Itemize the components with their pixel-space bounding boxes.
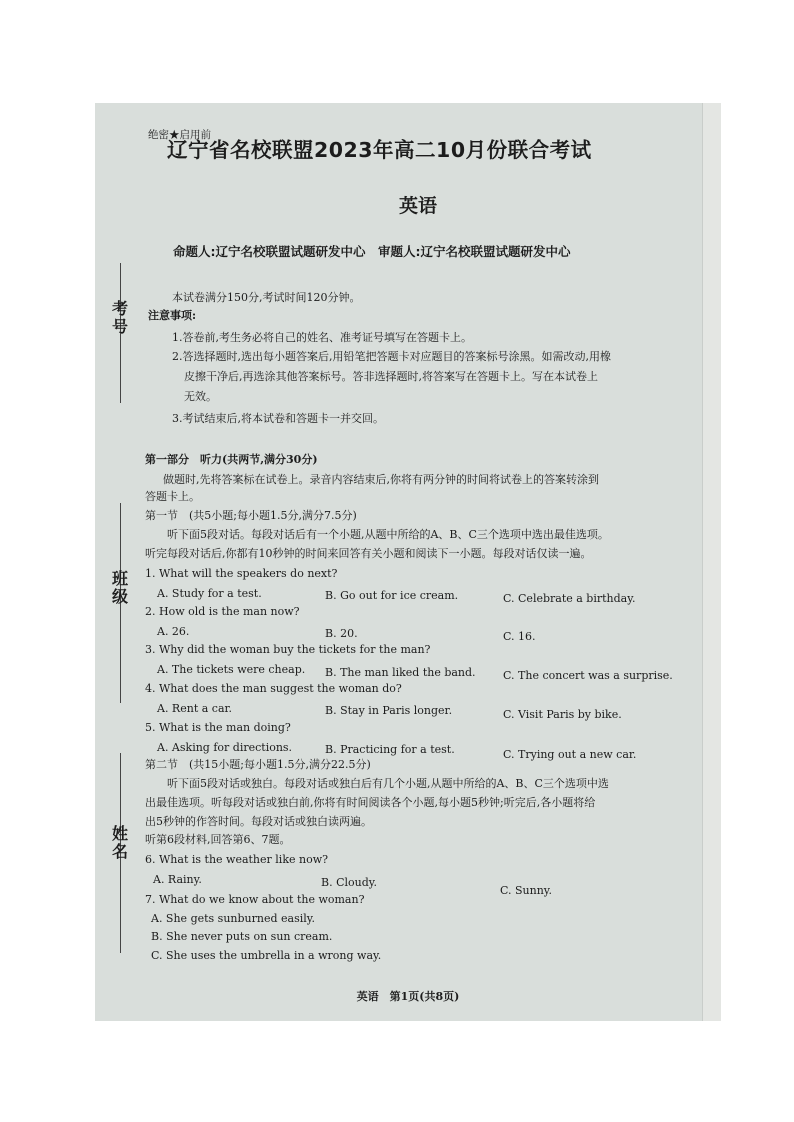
section1-heading: 第一节 (共5小题;每小题1.5分,满分7.5分) — [145, 509, 357, 522]
q4-option-c: C. Visit Paris by bike. — [503, 708, 622, 721]
q4-option-b: B. Stay in Paris longer. — [325, 704, 453, 717]
q2-option-b: B. 20. — [325, 627, 358, 640]
part1-instr-1: 做题时,先将答案标在试卷上。录音内容结束后,你将有两分钟的时间将试卷上的答案转涂到 — [163, 473, 599, 486]
question-4: 4. What does the man suggest the woman do? — [145, 682, 402, 695]
q1-option-b: B. Go out for ice cream. — [325, 589, 459, 602]
authors-line: 命题人:辽宁名校联盟试题研发中心 审题人:辽宁名校联盟试题研发中心 — [173, 244, 571, 259]
section2-instr-2: 出最佳选项。听每段对话或独白前,你将有时间阅读各个小题,每小题5秒钟;听完后,各小题将给 — [145, 796, 596, 809]
section2-instr-1: 听下面5段对话或独白。每段对话或独白后有几个小题,从题中所给的A、B、C三个选项中选 — [167, 777, 609, 790]
score-time: 本试卷满分150分,考试时间120分钟。 — [172, 291, 361, 304]
notice-2-cont: 皮擦干净后,再选涂其他答案标号。答非选择题时,将答案写在答题卡上。写在本试卷上 — [184, 370, 598, 383]
material-6: 听第6段材料,回答第6、7题。 — [145, 833, 291, 846]
notice-2-end: 无效。 — [184, 390, 217, 403]
question-6: 6. What is the weather like now? — [145, 853, 329, 866]
question-2: 2. How old is the man now? — [145, 605, 300, 618]
section1-instr-2: 听完每段对话后,你都有10秒钟的时间来回答有关小题和阅读下一小题。每段对话仅读一遍。 — [145, 547, 592, 560]
q6-option-a: A. Rainy. — [153, 873, 202, 886]
notice-2: 2.答选择题时,选出每小题答案后,用铅笔把答题卡对应题目的答案标号涂黑。如需改动,用橡 — [172, 350, 611, 363]
exam-no-label: 考 号 — [112, 299, 129, 336]
class-label: 班 级 — [112, 569, 129, 606]
name-label: 姓 名 — [112, 824, 129, 861]
question-5: 5. What is the man doing? — [145, 721, 291, 734]
question-7: 7. What do we know about the woman? — [145, 893, 365, 906]
q5-option-a: A. Asking for directions. — [157, 741, 293, 754]
question-1: 1. What will the speakers do next? — [145, 567, 338, 580]
q7-option-c: C. She uses the umbrella in a wrong way. — [151, 949, 382, 962]
q7-option-b: B. She never puts on sun cream. — [151, 930, 333, 943]
section2-instr-3: 出5秒钟的作答时间。每段对话或独白读两遍。 — [145, 815, 372, 828]
q3-option-c: C. The concert was a surprise. — [503, 669, 673, 682]
part1-instr-2: 答题卡上。 — [145, 490, 200, 503]
q5-option-b: B. Practicing for a test. — [325, 743, 455, 756]
q7-option-a: A. She gets sunburned easily. — [151, 912, 316, 925]
part1-heading: 第一部分 听力(共两节,满分30分) — [145, 453, 318, 466]
notice-3: 3.考试结束后,将本试卷和答题卡一并交回。 — [172, 412, 384, 425]
adjacent-page-edge — [702, 103, 721, 1021]
question-3: 3. Why did the woman buy the tickets for the man? — [145, 643, 431, 656]
notice-1: 1.答卷前,考生务必将自己的姓名、准考证号填写在答题卡上。 — [172, 331, 472, 344]
secret-mark: 绝密★启用前 — [148, 129, 211, 141]
exam-title: 辽宁省名校联盟2023年高二10月份联合考试 — [167, 138, 592, 162]
q2-option-c: C. 16. — [503, 630, 536, 643]
q5-option-c: C. Trying out a new car. — [503, 748, 637, 761]
page-footer: 英语 第1页(共8页) — [356, 990, 460, 1003]
q3-option-a: A. The tickets were cheap. — [157, 663, 306, 676]
q4-option-a: A. Rent a car. — [157, 702, 233, 715]
q6-option-b: B. Cloudy. — [321, 876, 378, 889]
section1-instr-1: 听下面5段对话。每段对话后有一个小题,从题中所给的A、B、C三个选项中选出最佳选项。 — [167, 528, 609, 541]
q1-option-a: A. Study for a test. — [157, 587, 262, 600]
notice-title: 注意事项: — [148, 309, 197, 322]
q2-option-a: A. 26. — [157, 625, 190, 638]
q6-option-c: C. Sunny. — [500, 884, 553, 897]
q1-option-c: C. Celebrate a birthday. — [503, 592, 636, 605]
subject-title: 英语 — [399, 195, 438, 217]
section2-heading: 第二节 (共15小题;每小题1.5分,满分22.5分) — [145, 758, 371, 771]
exam-paper — [95, 103, 721, 1021]
q3-option-b: B. The man liked the band. — [325, 666, 476, 679]
